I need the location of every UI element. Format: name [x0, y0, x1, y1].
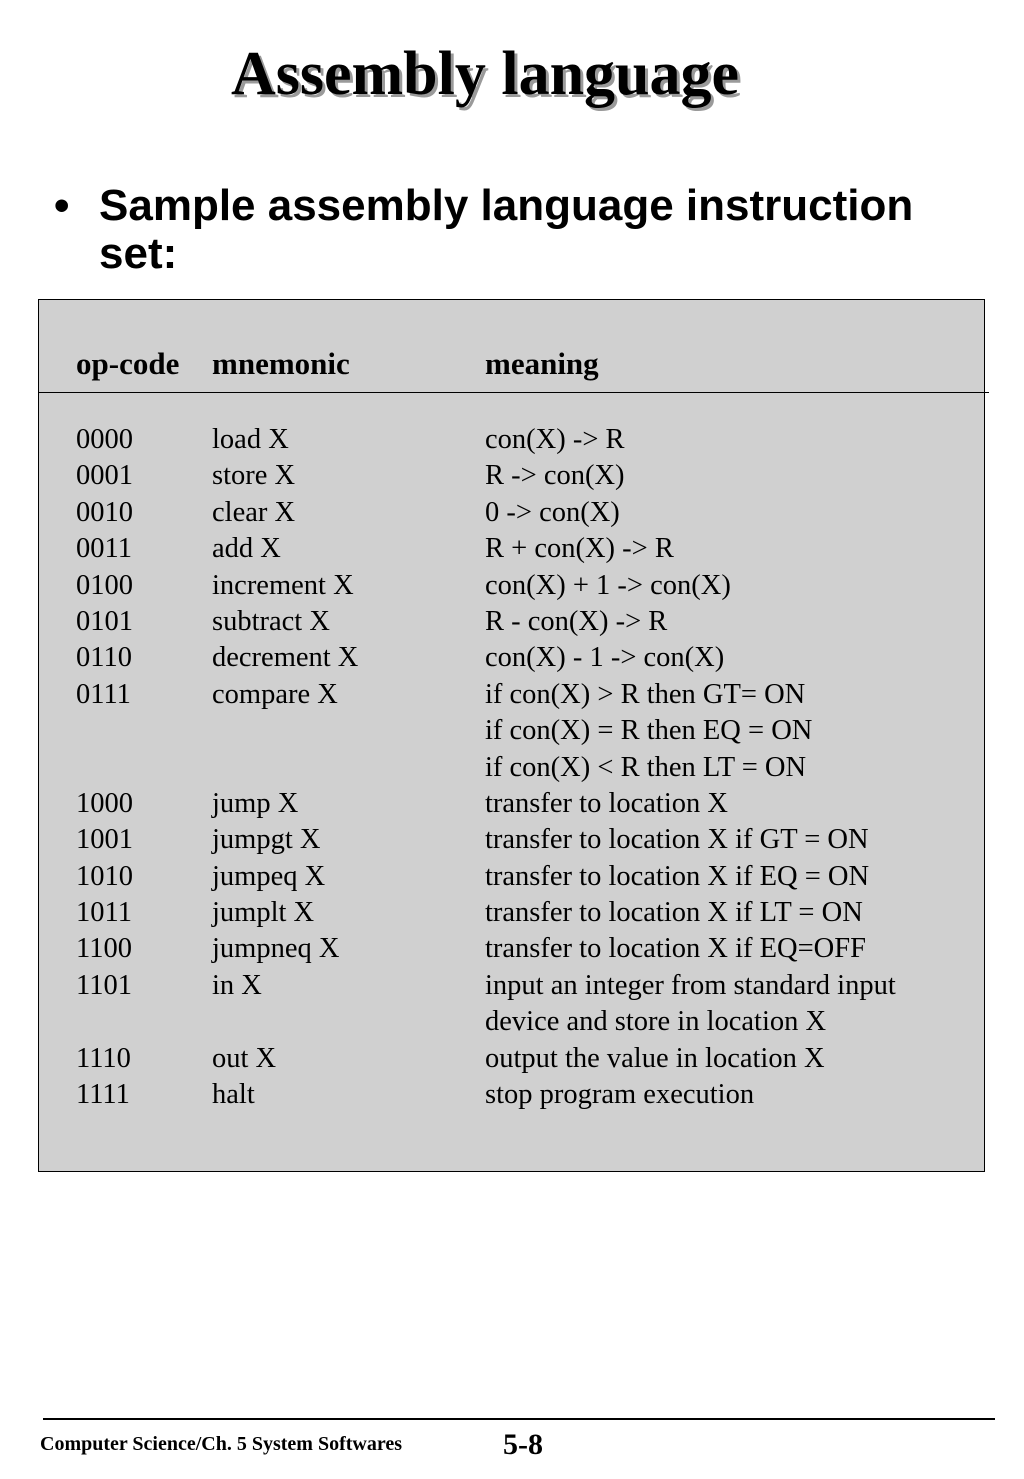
cell-opcode: 0010: [76, 496, 133, 528]
cell-mnemonic: jumpgt X: [212, 824, 321, 856]
table-row: [0, 640, 1024, 676]
cell-meaning: con(X) + 1 -> con(X): [485, 569, 731, 601]
cell-mnemonic: compare X: [212, 678, 338, 710]
cell-mnemonic: subtract X: [212, 605, 330, 637]
cell-opcode: 1011: [76, 897, 132, 929]
table-row: [0, 1077, 1024, 1113]
cell-meaning: transfer to location X if GT = ON: [485, 824, 869, 856]
table-row: [0, 568, 1024, 604]
table-row: [0, 604, 1024, 640]
bullet-marker: •: [54, 181, 70, 230]
cell-meaning: R - con(X) -> R: [485, 605, 668, 637]
cell-opcode: 0100: [76, 569, 133, 601]
cell-opcode: 1001: [76, 824, 133, 856]
cell-mnemonic: jumplt X: [212, 897, 315, 929]
page-number: 5-8: [503, 1428, 543, 1461]
cell-opcode: 1100: [76, 933, 132, 965]
table-row: [0, 859, 1024, 895]
cell-meaning: transfer to location X if EQ = ON: [485, 860, 870, 892]
cell-meaning: R + con(X) -> R: [485, 533, 674, 565]
cell-meaning: transfer to location X if EQ=OFF: [485, 933, 866, 965]
cell-mnemonic: halt: [212, 1079, 255, 1111]
cell-mnemonic: in X: [212, 969, 262, 1001]
cell-opcode: 0001: [76, 460, 133, 492]
cell-meaning: output the value in location X: [485, 1042, 825, 1074]
cell-mnemonic: load X: [212, 424, 289, 455]
table-row: [0, 931, 1024, 967]
cell-opcode: 1101: [76, 969, 132, 1001]
cell-opcode: 0101: [76, 605, 133, 637]
cell-mnemonic: jump X: [212, 787, 299, 819]
table-row: [0, 968, 1024, 1004]
page-title: Assembly language: [230, 40, 740, 108]
cell-mnemonic: out X: [212, 1042, 277, 1074]
cell-meaning: transfer to location X: [485, 787, 728, 819]
table-row: [0, 495, 1024, 531]
cell-opcode: 0110: [76, 642, 132, 674]
table-row: [0, 822, 1024, 858]
table-row: [0, 1004, 1024, 1040]
cell-mnemonic: clear X: [212, 496, 296, 528]
cell-opcode: 1010: [76, 860, 133, 892]
header-meaning: meaning: [485, 346, 599, 381]
header-divider: [38, 392, 989, 393]
cell-meaning: transfer to location X if LT = ON: [485, 897, 863, 929]
table-row: [0, 458, 1024, 494]
cell-mnemonic: jumpneq X: [212, 933, 340, 965]
table-row: [0, 422, 1024, 458]
cell-mnemonic: add X: [212, 533, 281, 565]
table-row: [0, 1041, 1024, 1077]
cell-opcode: 0111: [76, 678, 131, 710]
cell-meaning: if con(X) < R then LT = ON: [485, 751, 807, 783]
table-row: [0, 713, 1024, 749]
cell-meaning: if con(X) = R then EQ = ON: [485, 715, 813, 747]
table-row: [0, 750, 1024, 786]
cell-meaning: con(X) - 1 -> con(X): [485, 642, 725, 674]
cell-mnemonic: decrement X: [212, 642, 359, 674]
table-row: [0, 531, 1024, 567]
table-row: [0, 895, 1024, 931]
footer-course: Computer Science/Ch. 5 System Softwares: [40, 1433, 403, 1455]
header-opcode: op-code: [76, 346, 180, 381]
cell-opcode: 1110: [76, 1042, 131, 1074]
cell-meaning: con(X) -> R: [485, 424, 625, 455]
cell-meaning: R -> con(X): [485, 460, 625, 492]
cell-mnemonic: jumpeq X: [212, 860, 326, 892]
table-header: [0, 346, 1024, 382]
cell-opcode: 1000: [76, 787, 133, 819]
cell-opcode: 0011: [76, 533, 132, 565]
cell-opcode: 0000: [76, 424, 133, 455]
table-row: [0, 786, 1024, 822]
cell-meaning: if con(X) > R then GT= ON: [485, 678, 806, 710]
bullet-text: Sample assembly language instruction set:: [99, 181, 914, 278]
footer-divider: [43, 1418, 995, 1420]
table-row: [0, 677, 1024, 713]
cell-meaning: device and store in location X: [485, 1006, 827, 1038]
bullet-item: [54, 182, 974, 278]
header-mnemonic: mnemonic: [212, 346, 350, 381]
cell-opcode: 1111: [76, 1079, 130, 1111]
cell-mnemonic: store X: [212, 460, 296, 492]
cell-meaning: input an integer from standard input: [485, 969, 896, 1001]
instruction-rows: [0, 422, 1024, 1113]
cell-mnemonic: increment X: [212, 569, 354, 601]
cell-meaning: stop program execution: [485, 1079, 755, 1111]
cell-meaning: 0 -> con(X): [485, 496, 620, 528]
